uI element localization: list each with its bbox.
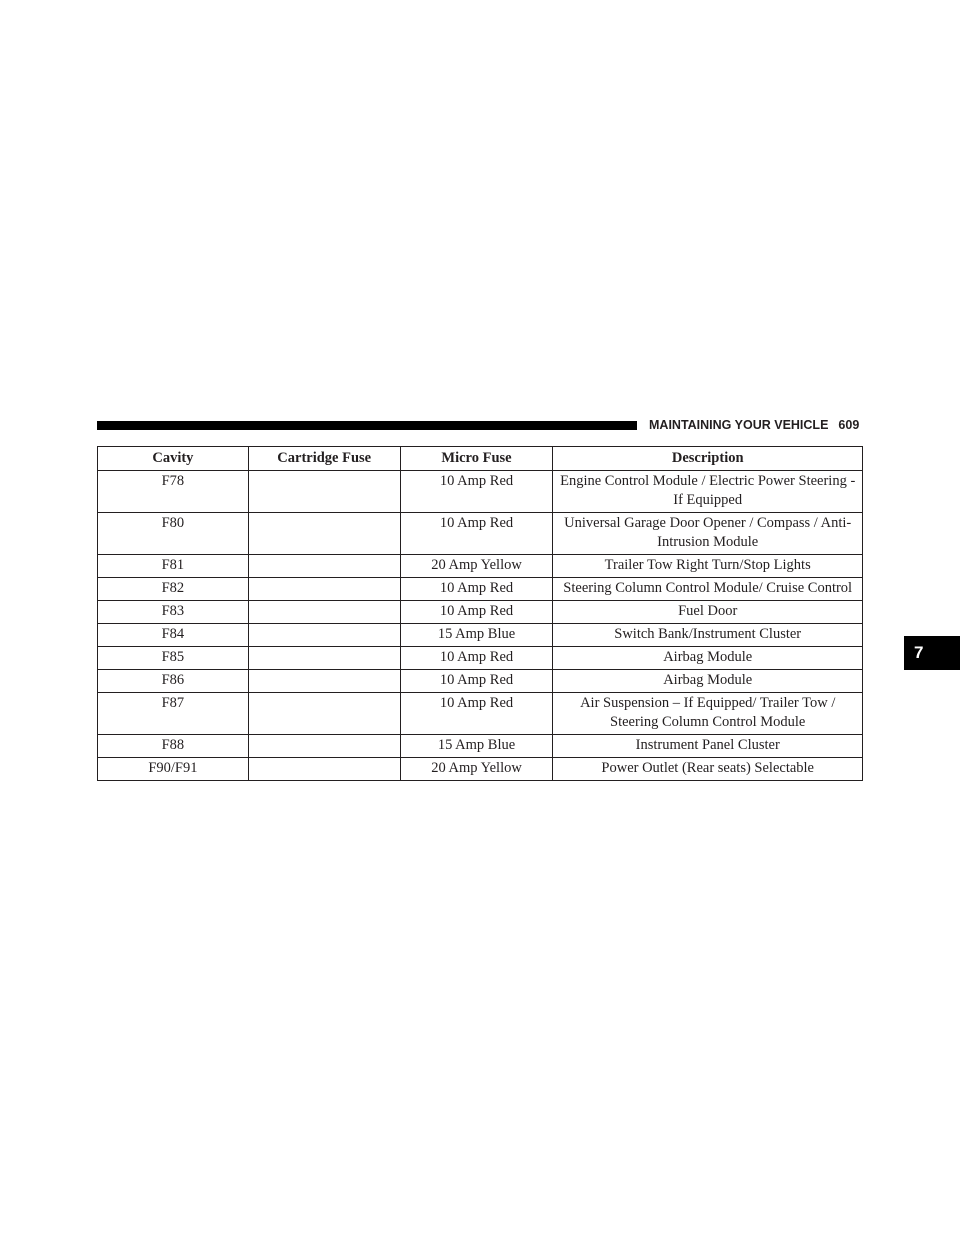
table-row: [98, 735, 863, 758]
table-row: [98, 471, 863, 513]
table-row: [98, 555, 863, 578]
description-cell: Fuel Door: [553, 601, 863, 624]
description-cell: Engine Control Module / Electric Power Steering - If Equipped: [553, 471, 863, 513]
table-row: [98, 670, 863, 693]
description-cell: Airbag Module: [553, 647, 863, 670]
micro-fuse-cell: 10 Amp Red: [400, 693, 553, 735]
description-cell: Instrument Panel Cluster: [553, 735, 863, 758]
cavity-cell: F82: [98, 578, 249, 601]
cartridge-fuse-cell: [248, 471, 400, 513]
cartridge-fuse-cell: [248, 670, 400, 693]
cavity-cell: F88: [98, 735, 249, 758]
fuse-table: [97, 446, 863, 781]
table-row: [98, 624, 863, 647]
micro-fuse-cell: 10 Amp Red: [400, 513, 553, 555]
header-rule: [97, 421, 637, 430]
cavity-cell: F87: [98, 693, 249, 735]
description-cell: Airbag Module: [553, 670, 863, 693]
column-header-cavity: Cavity: [98, 447, 249, 471]
column-header-cartridge-fuse: Cartridge Fuse: [248, 447, 400, 471]
column-header-description: Description: [553, 447, 863, 471]
description-cell: Power Outlet (Rear seats) Selectable: [553, 758, 863, 781]
description-cell: Steering Column Control Module/ Cruise Control: [553, 578, 863, 601]
cartridge-fuse-cell: [248, 601, 400, 624]
cartridge-fuse-cell: [248, 555, 400, 578]
description-cell: Air Suspension – If Equipped/ Trailer Tow / Steering Column Control Module: [553, 693, 863, 735]
cavity-cell: F81: [98, 555, 249, 578]
chapter-tab: 7: [904, 636, 960, 670]
description-cell: Universal Garage Door Opener / Compass / Anti-Intrusion Module: [553, 513, 863, 555]
table-header-row: [98, 447, 863, 471]
micro-fuse-cell: 15 Amp Blue: [400, 624, 553, 647]
table-row: [98, 513, 863, 555]
table-row: [98, 693, 863, 735]
cartridge-fuse-cell: [248, 693, 400, 735]
cartridge-fuse-cell: [248, 513, 400, 555]
description-cell: Switch Bank/Instrument Cluster: [553, 624, 863, 647]
table-row: [98, 601, 863, 624]
cavity-cell: F80: [98, 513, 249, 555]
cavity-cell: F83: [98, 601, 249, 624]
running-header: [649, 418, 859, 432]
table-row: [98, 578, 863, 601]
cavity-cell: F90/F91: [98, 758, 249, 781]
micro-fuse-cell: 20 Amp Yellow: [400, 555, 553, 578]
micro-fuse-cell: 10 Amp Red: [400, 578, 553, 601]
micro-fuse-cell: 10 Amp Red: [400, 670, 553, 693]
cartridge-fuse-cell: [248, 624, 400, 647]
cartridge-fuse-cell: [248, 735, 400, 758]
micro-fuse-cell: 10 Amp Red: [400, 647, 553, 670]
cartridge-fuse-cell: [248, 758, 400, 781]
cartridge-fuse-cell: [248, 647, 400, 670]
cavity-cell: F86: [98, 670, 249, 693]
cavity-cell: F85: [98, 647, 249, 670]
column-header-micro-fuse: Micro Fuse: [400, 447, 553, 471]
micro-fuse-cell: 15 Amp Blue: [400, 735, 553, 758]
micro-fuse-cell: 10 Amp Red: [400, 471, 553, 513]
micro-fuse-cell: 20 Amp Yellow: [400, 758, 553, 781]
section-title: MAINTAINING YOUR VEHICLE: [649, 418, 829, 432]
cavity-cell: F78: [98, 471, 249, 513]
table-row: [98, 647, 863, 670]
description-cell: Trailer Tow Right Turn/Stop Lights: [553, 555, 863, 578]
table-row: [98, 758, 863, 781]
cartridge-fuse-cell: [248, 578, 400, 601]
page-number: 609: [838, 418, 860, 432]
cavity-cell: F84: [98, 624, 249, 647]
micro-fuse-cell: 10 Amp Red: [400, 601, 553, 624]
